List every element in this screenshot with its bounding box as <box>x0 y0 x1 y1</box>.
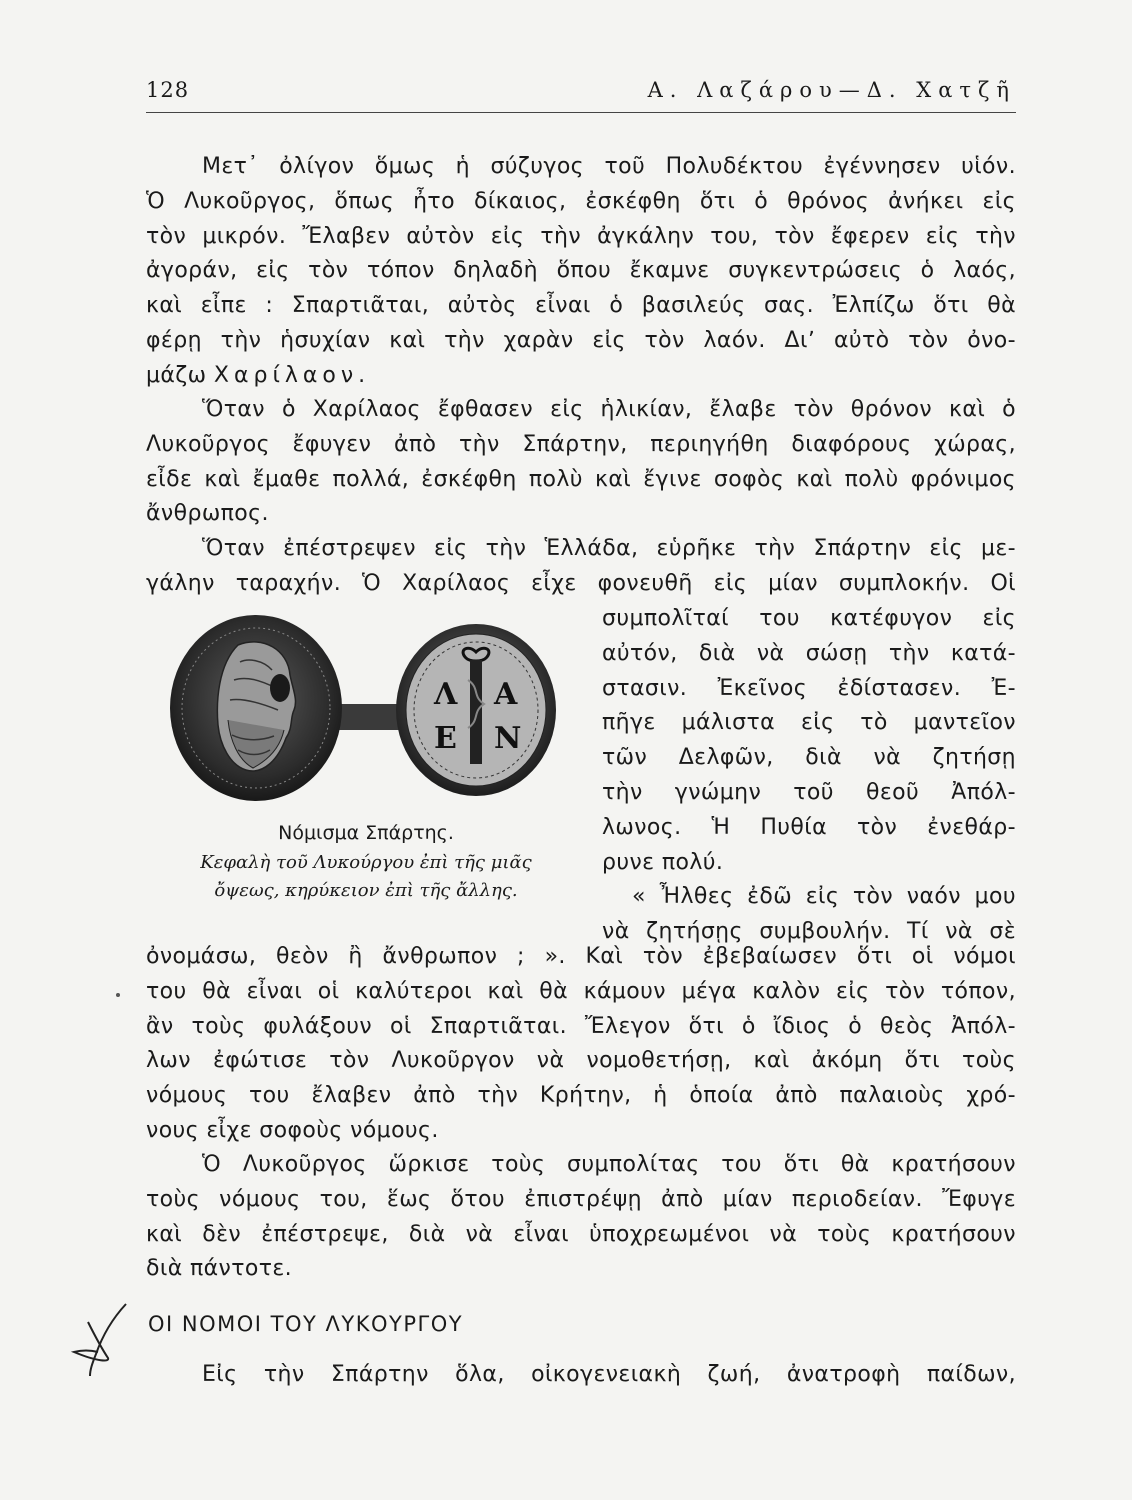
text-line: καὶ δὲν ἐπέστρεψε, διὰ νὰ εἶναι ὑποχρεωμένοι νὰ τοὺς κρατήσουν <box>146 1221 1016 1247</box>
text-line: φέρῃ τὴν ἡσυχίαν καὶ τὴν χαρὰν εἰς τὸν λαόν. Διʼ αὐτὸ τὸν ὀνο- <box>146 327 1016 353</box>
text-line: ὀνομάσω, θεὸν ἢ ἄνθρωπον ; ». Καὶ τὸν ἐβεβαίωσεν ὅτι οἱ νόμοι <box>146 944 1016 969</box>
text-line: αὐτόν, διὰ νὰ σώσῃ τὴν κατά- <box>602 640 1016 666</box>
text-line: λωνος. Ἡ Πυθία τὸν ἐνεθάρ- <box>602 814 1016 840</box>
paragraph-5 <box>146 1148 1016 1287</box>
paragraph-1 <box>146 150 1016 394</box>
pen-mark-icon <box>68 1300 138 1380</box>
text-line: γάλην ταραχήν. Ὁ Χαρίλαος εἶχε φονευθῆ εἰς μίαν συμπλοκήν. Οἱ <box>146 570 1016 596</box>
spaced-name: Χαρίλαον. <box>213 362 371 388</box>
stray-mark <box>116 993 120 997</box>
text-line: Ὅταν ὁ Χαρίλαος ἔφθασεν εἰς ἡλικίαν, ἔλαβε τὸν θρόνον καὶ ὁ <box>202 397 1016 422</box>
figure-caption-line: ὄψεως, κηρύκειον ἐπὶ τῆς ἄλλης. <box>214 880 518 901</box>
coin-letter: Α <box>494 677 518 712</box>
text-line: Λυκοῦργος ἔφυγεν ἀπὸ τὴν Σπάρτην, περιηγήθη διαφόρους χώρας, <box>146 431 1016 457</box>
text-line: Ὁ Λυκοῦργος, ὅπως ἦτο δίκαιος, ἐσκέφθη ὅτι ὁ θρόνος ἀνήκει εἰς <box>146 188 1016 214</box>
figure-caption-line: Κεφαλὴ τοῦ Λυκούργου ἐπὶ τῆς μιᾶς <box>200 852 532 873</box>
wrap-column <box>602 602 1016 950</box>
text-line: ἂν τοὺς φυλάξουν οἱ Σπαρτιᾶται. Ἔλεγον ὅτι ὁ ἴδιος ὁ θεὸς Ἀπόλ- <box>146 1013 1016 1039</box>
section-heading: ΟΙ ΝΟΜΟΙ ΤΟΥ ΛΥΚΟΥΡΓΟΥ <box>148 1312 464 1336</box>
text-line: στασιν. Ἐκεῖνος ἐδίστασεν. Ἐ- <box>602 675 1016 701</box>
text-line: ἄνθρωπος. <box>146 501 269 527</box>
coin-figure <box>168 610 558 830</box>
coin-letter: Ε <box>434 721 457 756</box>
page-header <box>146 78 1016 113</box>
text-fragment: μάζω <box>146 362 207 388</box>
text-line: ἀγοράν, εἰς τὸν τόπον δηλαδὴ ὅπου ἔκαμνε συγκεντρώσεις ὁ λαός, <box>146 258 1016 284</box>
coin-obverse <box>170 615 342 801</box>
text-line <box>146 359 1016 394</box>
text-line: « Ἦλθες ἐδῶ εἰς τὸν ναόν μου <box>632 884 1016 910</box>
coin-reverse <box>396 624 556 796</box>
text-line: Μετ᾽ ὀλίγον ὅμως ἡ σύζυγος τοῦ Πολυδέκτου ἐγέννησεν υἱόν. <box>202 154 1016 179</box>
page-number: 128 <box>146 78 190 102</box>
text-line: νόμους του ἔλαβεν ἀπὸ τὴν Κρήτην, ἡ ὁποία ἀπὸ παλαιοὺς χρό- <box>146 1083 1016 1109</box>
text-line: του θὰ εἶναι οἱ καλύτεροι καὶ θὰ κάμουν μέγα καλὸν εἰς τὸν τόπον, <box>146 978 1016 1004</box>
text-line: διὰ πάντοτε. <box>146 1256 293 1282</box>
coin-letter: Λ <box>434 677 458 712</box>
text-line: λων ἐφώτισε τὸν Λυκοῦργον νὰ νομοθετήσῃ, καὶ ἀκόμη ὅτι τοὺς <box>146 1048 1016 1074</box>
text-line: Ὅταν ἐπέστρεψεν εἰς τὴν Ἑλλάδα, εὑρῆκε τὴν Σπάρτην εἰς με- <box>202 536 1016 561</box>
paragraph-2 <box>146 393 1016 532</box>
text-line: τοὺς νόμους του, ἕως ὅτου ἐπιστρέψῃ ἀπὸ μίαν περιοδείαν. Ἔφυγε <box>146 1186 1016 1212</box>
coin-illustration <box>168 610 558 820</box>
coin-letter: Ν <box>494 721 522 756</box>
text-line: τὴν γνώμην τοῦ θεοῦ Ἀπόλ- <box>602 779 1016 805</box>
paragraph-6 <box>146 1358 1016 1393</box>
text-line: τῶν Δελφῶν, διὰ νὰ ζητήσῃ <box>602 745 1016 771</box>
text-line: εἶδε καὶ ἔμαθε πολλά, ἐσκέφθη πολὺ καὶ ἔγινε σοφὸς καὶ πολὺ φρόνιμος <box>146 466 1016 492</box>
text-line: νὰ ζητήσῃς συμβουλήν. Τί νὰ σὲ <box>602 919 1016 945</box>
text-line: καὶ εἶπε : Σπαρτιᾶται, αὐτὸς εἶναι ὁ βασιλεύς σας. Ἐλπίζω ὅτι θὰ <box>146 293 1016 319</box>
paragraph-3 <box>146 532 1016 602</box>
text-line: Ὁ Λυκοῦργος ὥρκισε τοὺς συμπολίτας του ὅτι θὰ κρατήσουν <box>202 1152 1016 1177</box>
text-line: τὸν μικρόν. Ἔλαβεν αὐτὸν εἰς τὴν ἀγκάλην του, τὸν ἔφερεν εἰς τὴν <box>146 223 1016 249</box>
text-line: Εἰς τὴν Σπάρτην ὅλα, οἰκογενειακὴ ζωή, ἀνατροφὴ παίδων, <box>202 1362 1016 1387</box>
text-line: συμπολῖταί του κατέφυγον εἰς <box>602 606 1016 631</box>
paragraph-4 <box>146 940 1016 1149</box>
running-head: Α. Λαζάρου—Δ. Χατζῆ <box>647 78 1016 102</box>
figure-caption-title: Νόμισμα Σπάρτης. <box>278 822 454 844</box>
text-line: πῆγε μάλιστα εἰς τὸ μαντεῖον <box>602 710 1016 736</box>
text-line: ρυνε πολύ. <box>602 849 724 875</box>
text-line: νους εἶχε σοφοὺς νόμους. <box>146 1117 439 1143</box>
